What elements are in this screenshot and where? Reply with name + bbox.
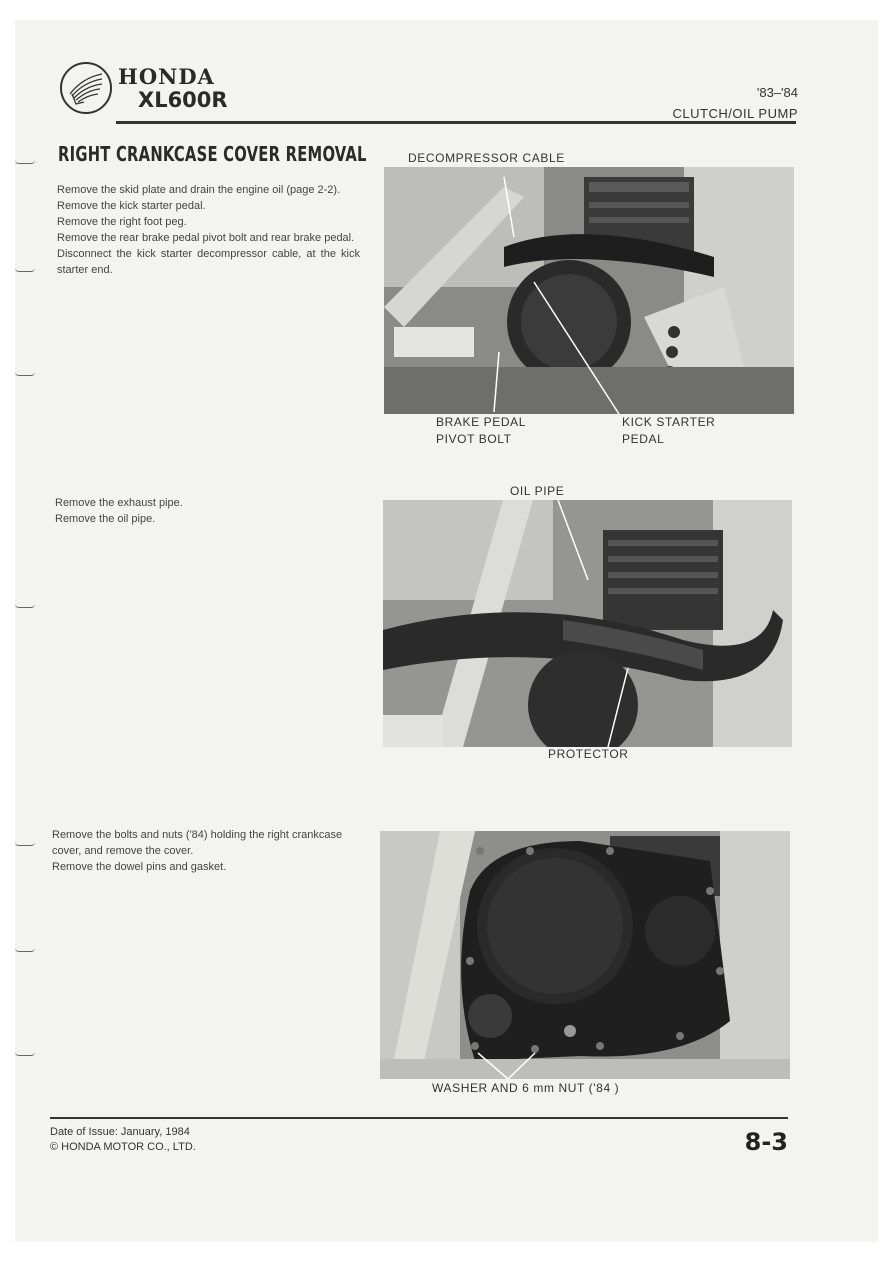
header-rule — [116, 121, 796, 124]
binder-mark — [15, 1052, 35, 1056]
label-line: PIVOT BOLT — [436, 432, 512, 446]
instruction-step: Remove the dowel pins and gasket. — [52, 861, 227, 873]
photo-exhaust-oil-pipe — [383, 500, 792, 747]
label-washer-and-nut: WASHER AND 6 mm NUT ('84 ) — [432, 1081, 620, 1095]
label-kick-starter-pedal — [622, 414, 715, 448]
honda-wing-logo-icon — [60, 62, 112, 114]
copyright: © HONDA MOTOR CO., LTD. — [50, 1141, 196, 1153]
binder-mark — [15, 842, 35, 846]
footer-rule — [50, 1117, 788, 1119]
label-oil-pipe: OIL PIPE — [510, 484, 565, 498]
photo-engine-right-side — [384, 167, 794, 414]
instruction-block-2 — [55, 495, 355, 527]
label-line: PEDAL — [622, 432, 665, 446]
instruction-step: Remove the rear brake pedal pivot bolt and rear brake pedal. — [57, 232, 355, 244]
page-title: RIGHT CRANKCASE COVER REMOVAL — [58, 142, 367, 166]
issue-date: Date of Issue: January, 1984 — [50, 1126, 190, 1138]
instruction-step: Remove the right foot peg. — [57, 216, 187, 228]
page-number: 8-3 — [744, 1128, 788, 1156]
model-years: '83–'84 — [756, 85, 798, 100]
label-line: BRAKE PEDAL — [436, 415, 526, 429]
label-protector: PROTECTOR — [548, 747, 629, 761]
label-line: KICK STARTER — [622, 415, 716, 429]
binder-mark — [15, 604, 35, 608]
instruction-step: Remove the kick starter pedal. — [57, 200, 206, 212]
label-brake-pedal-pivot-bolt — [436, 414, 526, 448]
binder-mark — [15, 268, 35, 272]
instruction-step: Remove the skid plate and drain the engine oil (page 2-2). — [57, 184, 341, 196]
instruction-step: Remove the bolts and nuts ('84) holding the right crankcase cover, and remove the cover. — [52, 829, 343, 857]
instruction-step: Remove the exhaust pipe. — [55, 497, 183, 509]
instruction-step: Remove the oil pipe. — [55, 513, 156, 525]
label-decompressor-cable: DECOMPRESSOR CABLE — [408, 151, 565, 165]
model-name: XL600R — [138, 88, 228, 112]
brand-name: HONDA — [118, 64, 215, 89]
binder-mark — [15, 948, 35, 952]
instruction-block-3 — [52, 827, 355, 875]
binder-mark — [15, 372, 35, 376]
section-title: CLUTCH/OIL PUMP — [672, 106, 798, 121]
instruction-block-1 — [57, 182, 360, 278]
photo-right-crankcase-cover — [380, 831, 790, 1079]
instruction-step: Disconnect the kick starter decompressor cable, at the kick starter end. — [57, 248, 360, 276]
binder-mark — [15, 160, 35, 164]
